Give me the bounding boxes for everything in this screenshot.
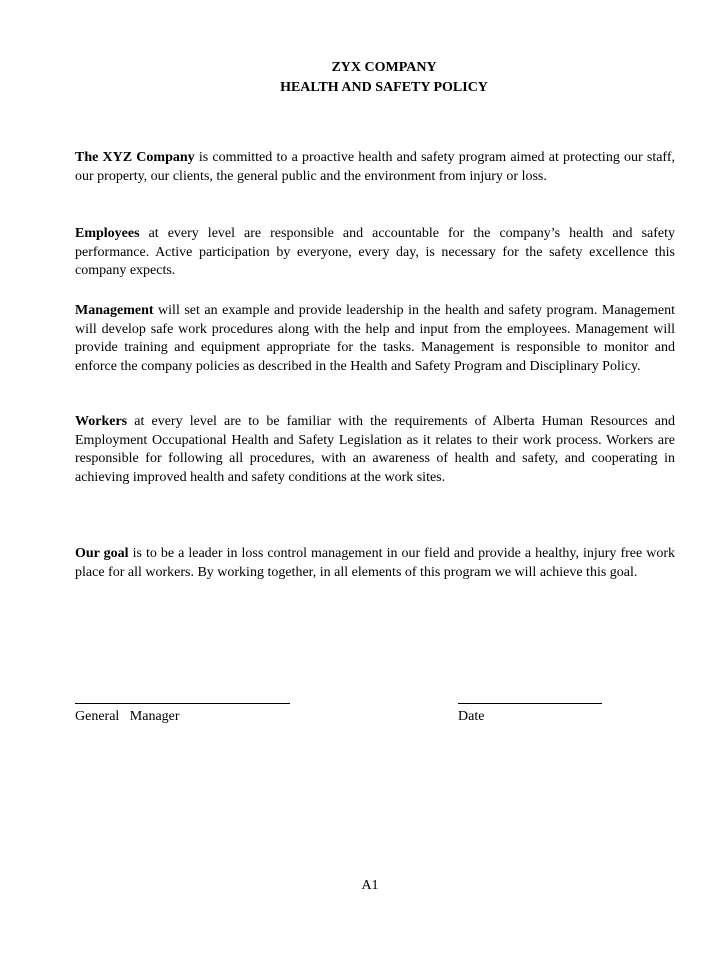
paragraph-our-goal bbox=[75, 545, 675, 582]
signature-line-date bbox=[458, 703, 602, 704]
page-number: A1 bbox=[361, 878, 379, 893]
paragraph-lead: The XYZ Company bbox=[75, 150, 195, 165]
paragraph-lead: Management bbox=[75, 303, 154, 318]
paragraph-lead: Employees bbox=[75, 226, 140, 241]
paragraph-employees bbox=[75, 225, 675, 281]
paragraph-lead: Workers bbox=[75, 414, 128, 429]
document-title-policy: HEALTH AND SAFETY POLICY bbox=[280, 80, 488, 95]
paragraph-text: at every level are responsible and accountable for the company’s health and safety performance. Active participation by everyone, every day, is necessary for the safety excellence this company expects. bbox=[75, 226, 675, 279]
paragraph-text: is to be a leader in loss control management in our field and provide a healthy, injury free work place for all workers. By working together, in all elements of this program we will achieve this goal. bbox=[75, 546, 675, 580]
document-title-company: ZYX COMPANY bbox=[331, 60, 437, 75]
paragraph-company-commitment bbox=[75, 149, 675, 186]
signature-line-general-manager bbox=[75, 703, 290, 704]
signature-label-date: Date bbox=[458, 709, 485, 724]
paragraph-text: will set an example and provide leadership in the health and safety program. Management will develop safe work procedures along with the help and input from the employees. Management will provide training and equipment appropriate for the tasks. Management is responsible to monitor and enforce the company policies as described in the Health and Safety Program and Disciplinary Policy. bbox=[75, 303, 675, 375]
paragraph-management bbox=[75, 302, 675, 377]
paragraph-text: at every level are to be familiar with the requirements of Alberta Human Resources and Employment Occupational Health and Safety Legislation as it relates to their work process. Workers are responsible for following all procedures, with an awareness of health and safety, and cooperating in achieving improved health and safety conditions at the work sites. bbox=[75, 414, 675, 486]
paragraph-lead: Our goal bbox=[75, 546, 129, 561]
paragraph-workers bbox=[75, 413, 675, 488]
paragraph-text: is committed to a proactive health and safety program aimed at protecting our staff, our property, our clients, the general public and the environment from injury or loss. bbox=[75, 150, 676, 184]
signature-label-general-manager: General Manager bbox=[75, 709, 180, 724]
